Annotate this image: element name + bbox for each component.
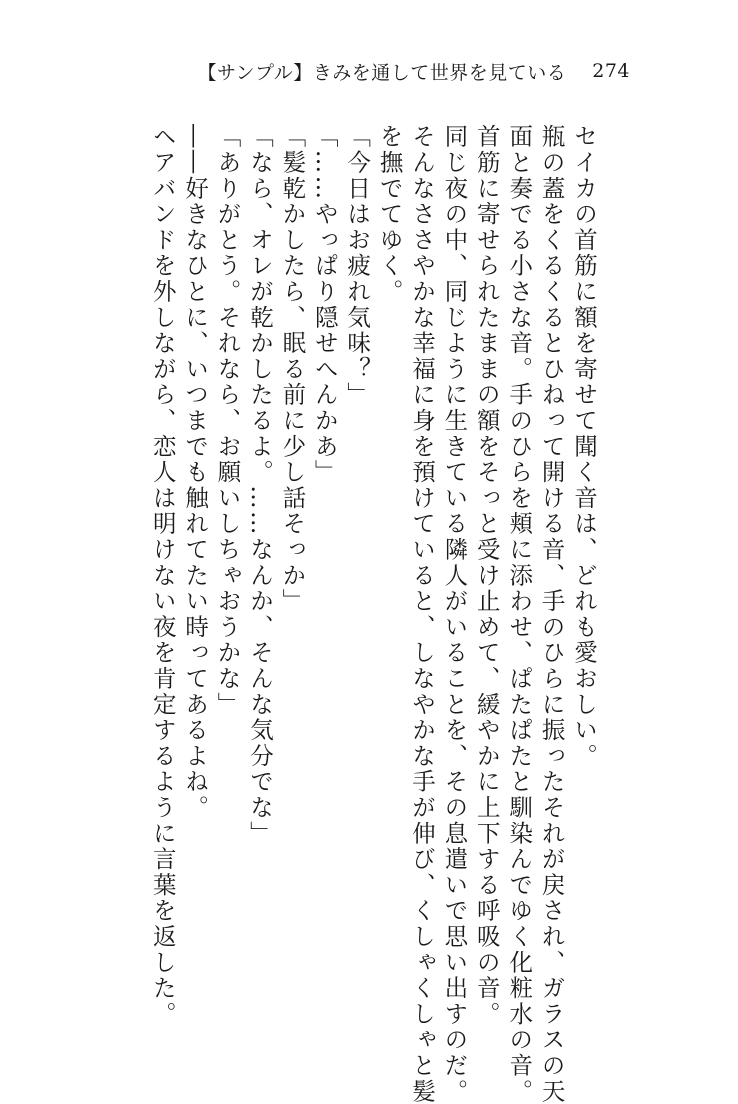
text-line: セイカの首筋に額を寄せて聞く音は、どれも愛おしい。	[570, 124, 598, 769]
dialogue-line: 「なら、オレが乾かしたるよ。……なんか、そんな気分でな」	[245, 124, 274, 847]
dialogue-line: 「今日はお疲れ気味？」	[343, 124, 372, 408]
text-line: 瓶の蓋をくるくるとひねって開ける音、手のひらに振ったそれが戻され、ガラスの天	[537, 124, 566, 1104]
dialogue-line: 「ありがとう。それなら、お願いしちゃおうかな」	[213, 124, 242, 718]
text-line: 面と奏でる小さな音。手のひらを頬に添わせ、ぱたぱたと馴染んでゆく化粧水の音。	[505, 124, 534, 1104]
dialogue-line: 「髪乾かしたら、眠る前に少し話そっか」	[278, 124, 307, 615]
text-line: そんなささやかな幸福に身を預けていると、しなやかな手が伸び、くしゃくしゃと髪	[407, 124, 436, 1104]
text-line: を撫でてゆく。	[375, 124, 404, 305]
text-line: ――好きなひとに、いつまでも触れてたい時ってあるよね。	[181, 124, 210, 821]
text-line: ヘアバンドを外しながら、恋人は明けない夜を肯定するように言葉を返した。	[148, 124, 177, 1027]
running-header	[197, 58, 630, 84]
page-number: 274	[592, 60, 630, 82]
vertical-body-text	[146, 124, 600, 1104]
text-line: 首筋に寄せられたままの額をそっと受け止めて、緩やかに上下する呼吸の音。	[472, 124, 501, 1027]
book-title: 【サンプル】きみを通して世界を見ている	[197, 61, 567, 84]
text-line: 同じ夜の中、同じように生きている隣人がいることを、その息遣いで思い出すのだ。	[440, 124, 469, 1104]
dialogue-line: 「……やっぱり隠せへんかあ」	[310, 124, 339, 486]
